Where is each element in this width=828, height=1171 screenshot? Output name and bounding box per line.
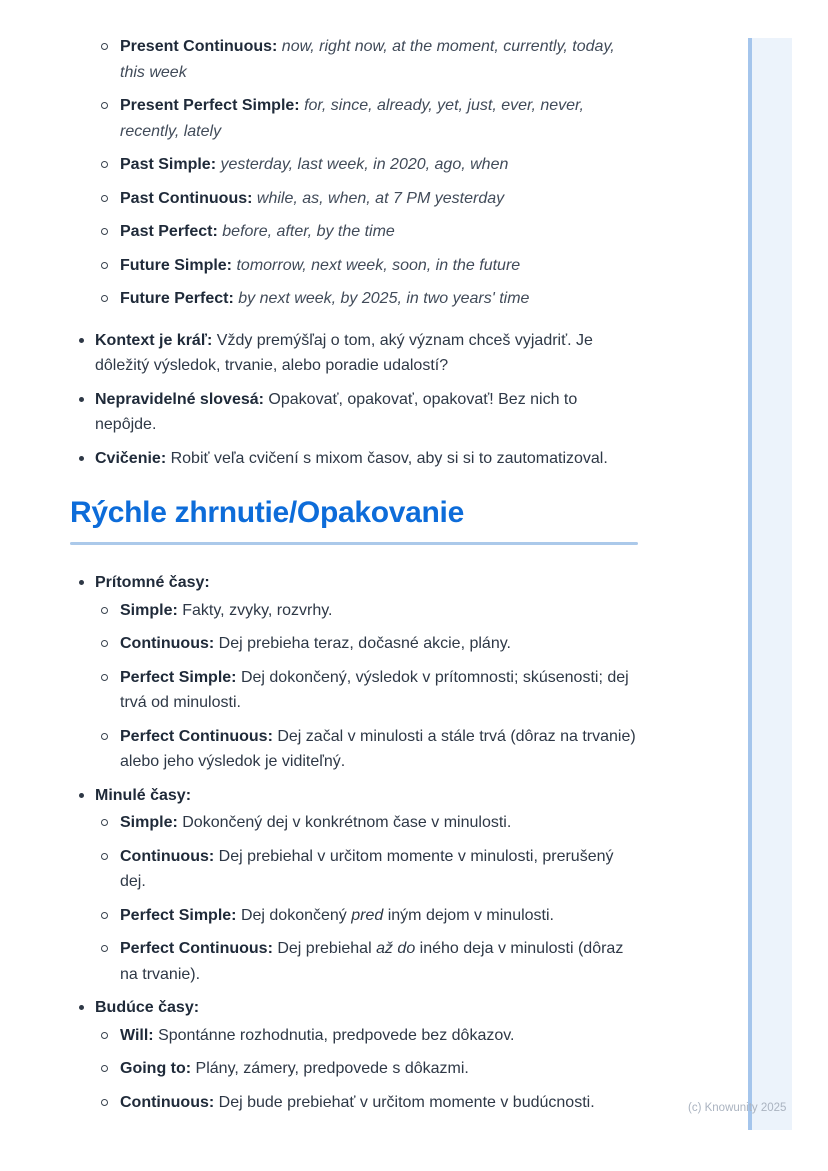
- summary-group: [70, 570, 638, 775]
- bullet-dot-icon: [79, 397, 84, 402]
- item-label: Future Perfect:: [120, 290, 234, 307]
- item-text: Will: Spontánne rozhodnutia, predpovede bez dôkazov.: [120, 1026, 515, 1044]
- item-text: [95, 787, 191, 804]
- item-text: Simple: Fakty, zvyky, rozvrhy.: [120, 601, 333, 619]
- time-markers-list: [70, 34, 638, 312]
- item-label: Continuous:: [120, 1093, 215, 1111]
- item-label: Past Simple:: [120, 156, 217, 173]
- item-label: Kontext je kráľ:: [95, 331, 213, 349]
- item-label: Present Continuous:: [120, 38, 278, 55]
- item-text: Perfect Simple: Dej dokončený, výsledok v prítomnosti; skúsenosti; dej trvá od minulosti.: [120, 668, 629, 711]
- item-label: Will:: [120, 1026, 154, 1044]
- item-label: Perfect Simple:: [120, 668, 237, 686]
- list-item: [70, 253, 638, 279]
- list-item: [70, 844, 638, 895]
- summary-sub-list: [70, 810, 638, 987]
- summary-section: [70, 570, 638, 1115]
- heading-underline: [70, 542, 638, 545]
- bullet-circle-icon: [101, 102, 108, 109]
- bullet-circle-icon: [101, 853, 108, 860]
- list-item: [70, 631, 638, 657]
- list-item: [70, 1023, 638, 1049]
- item-text: Going to: Plány, zámery, predpovede s dôkazmi.: [120, 1060, 469, 1077]
- bullet-circle-icon: [101, 912, 108, 919]
- summary-group: [70, 783, 638, 988]
- item-text: Perfect Continuous: Dej začal v minulosti a stále trvá (dôraz na trvanie) alebo jeho výsledok je viditeľný.: [120, 727, 636, 770]
- item-label: Budúce časy:: [95, 999, 200, 1016]
- list-item: [70, 665, 638, 716]
- list-item: [70, 34, 638, 85]
- item-text: Cvičenie: Robiť veľa cvičení s mixom časov, aby si si to zautomatizoval.: [95, 449, 608, 467]
- list-item: [70, 598, 638, 624]
- item-text: Past Perfect: before, after, by the time: [120, 223, 395, 240]
- list-item: [70, 1056, 638, 1082]
- item-text: Continuous: Dej prebieha teraz, dočasné akcie, plány.: [120, 635, 511, 652]
- item-text: Nepravidelné slovesá: Opakovať, opakovať, opakovať! Bez nich to nepôjde.: [95, 390, 578, 433]
- item-text: [95, 999, 199, 1016]
- group-label-item: [70, 995, 638, 1021]
- item-text: Kontext je kráľ: Vždy premýšľaj o tom, aký význam chceš vyjadriť. Je dôležitý výsledok, trvanie, alebo poradie udalostí?: [95, 331, 593, 374]
- bullet-dot-icon: [79, 1005, 84, 1010]
- item-text: Past Simple: yesterday, last week, in 2020, ago, when: [120, 156, 509, 173]
- list-item: [70, 936, 638, 987]
- item-text: Perfect Continuous: Dej prebiehal až do iného deja v minulosti (dôraz na trvanie).: [120, 940, 624, 983]
- list-item: [70, 328, 638, 379]
- item-label: Perfect Continuous:: [120, 727, 273, 745]
- bullet-dot-icon: [79, 793, 84, 798]
- bullet-circle-icon: [101, 640, 108, 647]
- item-label: Future Simple:: [120, 256, 233, 274]
- page-edge-highlight: [752, 38, 792, 1130]
- item-label: Continuous:: [120, 635, 215, 652]
- bullet-circle-icon: [101, 1065, 108, 1072]
- bullet-dot-icon: [79, 338, 84, 343]
- bullet-circle-icon: [101, 945, 108, 952]
- bullet-dot-icon: [79, 580, 84, 585]
- bullet-circle-icon: [101, 195, 108, 202]
- tips-list: [70, 328, 638, 472]
- list-item: [70, 186, 638, 212]
- bullet-circle-icon: [101, 295, 108, 302]
- item-label: Past Continuous:: [120, 189, 253, 207]
- list-item: [70, 93, 638, 144]
- item-label: Cvičenie:: [95, 449, 167, 467]
- list-item: [70, 152, 638, 178]
- bullet-circle-icon: [101, 607, 108, 614]
- item-text: Simple: Dokončený dej v konkrétnom čase v minulosti.: [120, 814, 512, 831]
- item-text: Past Continuous: while, as, when, at 7 PM yesterday: [120, 189, 505, 207]
- bullet-circle-icon: [101, 161, 108, 168]
- scrollbar-thumb[interactable]: [748, 38, 752, 1130]
- bullet-dot-icon: [79, 456, 84, 461]
- item-label: Present Perfect Simple:: [120, 97, 300, 114]
- item-label: Simple:: [120, 601, 178, 619]
- item-text: Present Continuous: now, right now, at the moment, currently, today, this week: [120, 38, 615, 81]
- item-label: Past Perfect:: [120, 223, 218, 240]
- list-item: [70, 446, 638, 472]
- item-text: Continuous: Dej prebiehal v určitom momente v minulosti, prerušený dej.: [120, 847, 614, 890]
- bullet-circle-icon: [101, 228, 108, 235]
- item-label: Continuous:: [120, 847, 215, 865]
- bullet-circle-icon: [101, 43, 108, 50]
- list-item: [70, 810, 638, 836]
- item-label: Perfect Continuous:: [120, 940, 273, 957]
- item-text: Present Perfect Simple: for, since, already, yet, just, ever, never, recently, lately: [120, 97, 584, 140]
- group-label-item: [70, 783, 638, 809]
- bullet-circle-icon: [101, 262, 108, 269]
- copyright-watermark: (c) Knowunity 2025: [688, 1102, 787, 1114]
- list-item: [70, 219, 638, 245]
- list-item: [70, 724, 638, 775]
- item-text: Continuous: Dej bude prebiehať v určitom momente v budúcnosti.: [120, 1093, 595, 1111]
- item-label: Prítomné časy:: [95, 574, 210, 591]
- item-text: Future Simple: tomorrow, next week, soon, in the future: [120, 256, 521, 274]
- bullet-circle-icon: [101, 1099, 108, 1106]
- item-text: [95, 574, 210, 591]
- bullet-circle-icon: [101, 733, 108, 740]
- list-item: [70, 903, 638, 929]
- bullet-circle-icon: [101, 819, 108, 826]
- summary-sub-list: [70, 598, 638, 775]
- item-text: Future Perfect: by next week, by 2025, in two years' time: [120, 290, 530, 307]
- item-label: Going to:: [120, 1060, 192, 1077]
- list-item: [70, 387, 638, 438]
- bullet-circle-icon: [101, 674, 108, 681]
- group-label-item: [70, 570, 638, 596]
- item-label: Perfect Simple:: [120, 906, 237, 924]
- item-label: Minulé časy:: [95, 786, 192, 804]
- section-heading: Rýchle zhrnutie/Opakovanie: [70, 496, 464, 529]
- item-label: Simple:: [120, 814, 178, 831]
- summary-sub-list: [70, 1023, 638, 1116]
- list-item: [70, 1090, 638, 1116]
- item-label: Nepravidelné slovesá:: [95, 390, 264, 408]
- bullet-circle-icon: [101, 1032, 108, 1039]
- notes-content: [70, 34, 638, 1123]
- summary-group: [70, 995, 638, 1115]
- item-text: Perfect Simple: Dej dokončený pred iným dejom v minulosti.: [120, 906, 554, 924]
- list-item: [70, 286, 638, 312]
